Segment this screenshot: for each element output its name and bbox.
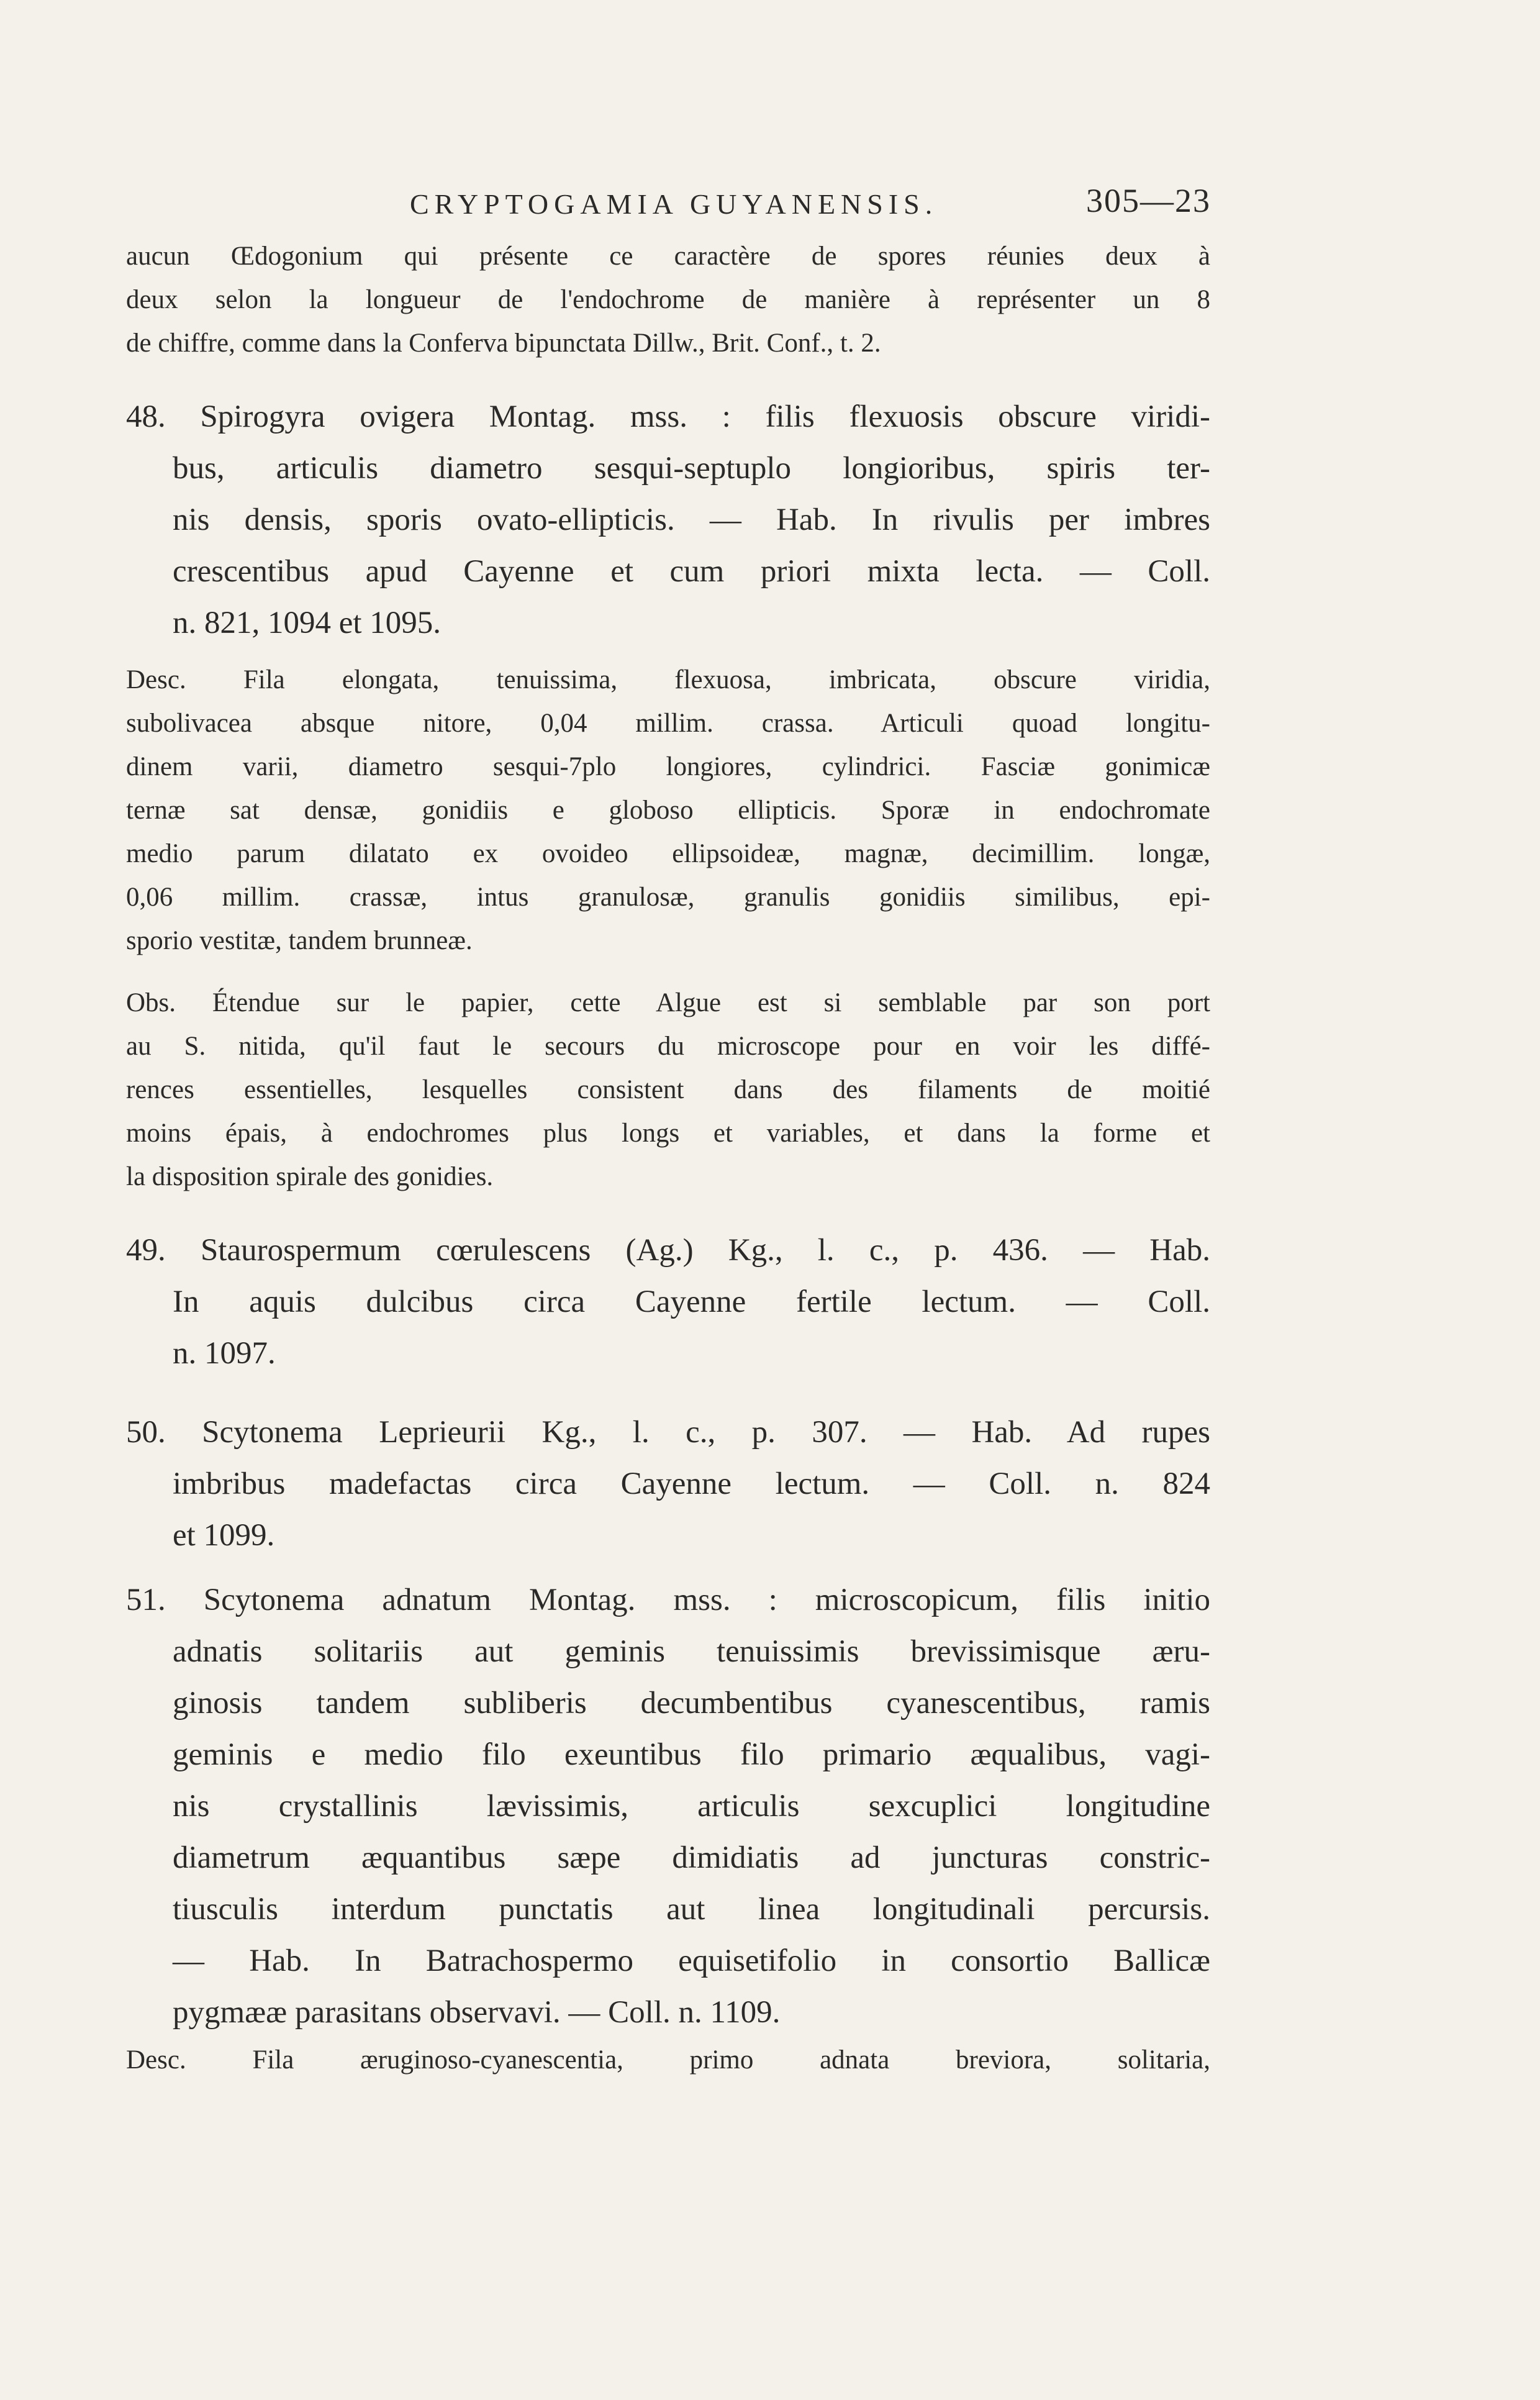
desc-line: sporio vestitæ, tandem brunneæ. <box>126 926 473 955</box>
entry-51-description <box>126 2039 1210 2082</box>
entry-line: nis densis, sporis ovato-ellipticis. — Hab. In rivulis per imbres <box>173 502 1210 537</box>
entry-line: crescentibus apud Cayenne et cum priori mixta lecta. — Coll. <box>173 554 1210 589</box>
entry-line: 51. Scytonema adnatum Montag. mss. : microscopicum, filis initio <box>126 1583 1210 1617</box>
desc-line: dinem varii, diametro sesqui-7plo longiores, cylindrici. Fasciæ gonimicæ <box>126 752 1210 781</box>
entry-line: 50. Scytonema Leprieurii Kg., l. c., p. 307. — Hab. Ad rupes <box>126 1415 1210 1450</box>
entry-50 <box>126 1407 1210 1561</box>
desc-line: medio parum dilatato ex ovoideo ellipsoideæ, magnæ, decimillim. longæ, <box>126 839 1210 868</box>
desc-line: 0,06 millim. crassæ, intus granulosæ, granulis gonidiis similibus, epi- <box>126 883 1210 912</box>
intro-paragraph <box>126 235 1210 365</box>
desc-line: subolivacea absque nitore, 0,04 millim. crassa. Articuli quoad longitu- <box>126 709 1210 738</box>
entry-line: adnatis solitariis aut geminis tenuissimis brevissimisque æru- <box>173 1634 1210 1669</box>
text-line: aucun Œdogonium qui présente ce caractère de spores réunies deux à <box>126 242 1210 271</box>
entry-line: In aquis dulcibus circa Cayenne fertile lectum. — Coll. <box>173 1284 1210 1319</box>
entry-48-observation <box>126 981 1210 1199</box>
text-line: de chiffre, comme dans la Conferva bipunctata Dillw., Brit. Conf., t. 2. <box>126 329 881 358</box>
entry-48-description <box>126 658 1210 963</box>
entry-line: et 1099. <box>173 1518 275 1553</box>
obs-line: rences essentielles, lesquelles consistent dans des filaments de moitié <box>126 1075 1210 1104</box>
entry-line: diametrum æquantibus sæpe dimidiatis ad juncturas constric- <box>173 1840 1210 1875</box>
entry-48 <box>126 391 1210 649</box>
entry-line: ginosis tandem subliberis decumbentibus cyanescentibus, ramis <box>173 1686 1210 1720</box>
obs-line: la disposition spirale des gonidies. <box>126 1162 494 1191</box>
entry-line: n. 1097. <box>173 1336 276 1371</box>
desc-line: ternæ sat densæ, gonidiis e globoso ellipticis. Sporæ in endochromate <box>126 796 1210 825</box>
desc-line: Desc. Fila elongata, tenuissima, flexuosa, imbricata, obscure viridia, <box>126 665 1210 694</box>
entry-line: 49. Staurospermum cœrulescens (Ag.) Kg., l. c., p. 436. — Hab. <box>126 1233 1210 1268</box>
running-header <box>124 181 1211 231</box>
entry-line: n. 821, 1094 et 1095. <box>173 606 442 640</box>
entry-line: — Hab. In Batrachospermo equisetifolio in consortio Ballicæ <box>173 1943 1210 1978</box>
entry-line: imbribus madefactas circa Cayenne lectum. — Coll. n. 824 <box>173 1466 1210 1501</box>
obs-line: au S. nitida, qu'il faut le secours du microscope pour en voir les diffé- <box>126 1032 1210 1061</box>
obs-line: Obs. Étendue sur le papier, cette Algue est si semblable par son port <box>126 988 1210 1017</box>
entry-line: pygmææ parasitans observavi. — Coll. n. 1109. <box>173 1995 781 2030</box>
entry-line: nis crystallinis lævissimis, articulis sexcuplici longitudine <box>173 1789 1210 1824</box>
entry-49 <box>126 1225 1210 1380</box>
entry-line: tiusculis interdum punctatis aut linea longitudinali percursis. <box>173 1892 1210 1927</box>
entry-line: 48. Spirogyra ovigera Montag. mss. : filis flexuosis obscure viridi- <box>126 399 1210 434</box>
page-number: 305—23 <box>1086 182 1211 219</box>
obs-line: moins épais, à endochromes plus longs et variables, et dans la forme et <box>126 1119 1210 1148</box>
desc-line: Desc. Fila æruginoso-cyanescentia, primo adnata breviora, solitaria, <box>126 2045 1210 2075</box>
entry-line: bus, articulis diametro sesqui-septuplo longioribus, spiris ter- <box>173 451 1210 486</box>
text-line: deux selon la longueur de l'endochrome de manière à représenter un 8 <box>126 285 1210 314</box>
entry-51 <box>126 1575 1210 2039</box>
running-title: CRYPTOGAMIA GUYANENSIS. <box>410 188 938 220</box>
entry-line: geminis e medio filo exeuntibus filo primario æqualibus, vagi- <box>173 1737 1210 1772</box>
